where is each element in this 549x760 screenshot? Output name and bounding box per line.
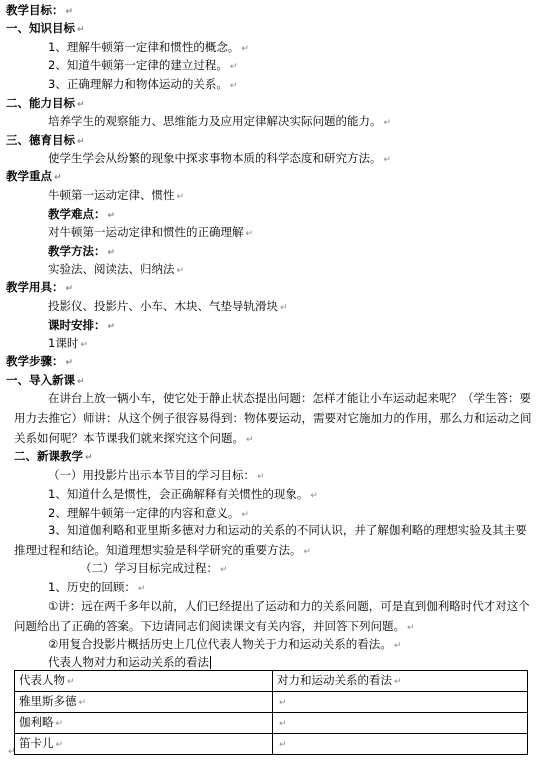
table-header-cell: 对力和运动关系的看法 ↵ [273,671,528,692]
table-caption: 代表人物对力和运动关系的看法 [48,655,209,669]
heading-new-lesson: 二、新课教学 ↵ [14,449,93,463]
objective-3: 3、知道伽利略和亚里斯多德对力和运动的关系的不同认识，并了解伽利略的理想实验及其主要推理过程和结论。知道理想实验是科学研究的重要方法。 ↵ [14,523,527,557]
history-review-heading: 1、历史的回顾： ↵ [48,580,146,594]
heading-teaching-steps: 教学步骤： ↵ [6,354,74,368]
heading-key-points: 教学重点 ↵ [6,169,62,183]
table-cell: 伽利略 ↵ [15,713,273,734]
table-row [15,713,528,734]
heading-ability-goals: 二、能力目标 ↵ [6,96,85,110]
heading-moral-goals: 三、德育目标 ↵ [6,133,85,147]
introduction-paragraph: 在讲台上放一辆小车，使它处于静止状态提出问题：怎样才能让小车运动起来呢？（学生答：要用力去推它）师讲：从这个例子很容易得到：物体要运动，需要对它施加力的作用，那么力和运动之间关系如何呢？本节课我们就来探究这个问题。 ↵ [14,391,532,445]
heading-schedule: 课时安排： ↵ [48,318,116,332]
heading-introduction: 一、导入新课 ↵ [6,373,85,387]
heading-knowledge-goals: 一、知识目标 ↵ [6,21,85,35]
knowledge-goal-1: 1、理解牛顿第一定律和惯性的概念。 ↵ [48,40,249,54]
subheading-process: （二）学习目标完成过程： ↵ [80,561,228,575]
heading-teaching-aids: 教学用具： ↵ [6,280,74,294]
table-cell: ↵ [273,713,528,734]
table-row [15,692,528,713]
heading-difficulties: 教学难点： ↵ [48,207,116,221]
methods-text: 实验法、阅读法、归纳法 ↵ [48,262,185,276]
schedule-text: 1课时 ↵ [48,336,88,350]
objective-1: 1、知道什么是惯性，会正确解释有关惯性的现象。 ↵ [48,487,318,501]
heading-methods: 教学方法： ↵ [48,244,116,258]
table-row [15,734,528,755]
overlay-summary-text: ②用复合投影片概括历史上几位代表人物关于力和运动关系的看法。 ↵ [48,637,402,651]
views-table [14,670,528,755]
key-points-text: 牛顿第一运动定律、惯性 ↵ [48,188,185,202]
teaching-aids-text: 投影仪、投影片、小车、木块、气垫导轨滑块 ↵ [48,299,288,313]
table-cell: ↵ [273,692,528,713]
trailing-paragraph-mark: ↵ [8,747,16,757]
table-cell: ↵ [273,734,528,755]
ability-goal-text: 培养学生的观察能力、思维能力及应用定律解决实际问题的能力。 ↵ [48,114,392,128]
table-cell: 笛卡儿 ↵ [15,734,273,755]
text-cursor [210,656,211,669]
objective-2: 2、理解牛顿第一定律的内容和意义。 ↵ [48,506,249,520]
knowledge-goal-3: 3、正确理解力和物体运动的关系。 ↵ [48,77,238,91]
difficulties-text: 对牛顿第一运动定律和惯性的正确理解 ↵ [48,225,254,239]
table-cell: 雅里斯多德 ↵ [15,692,273,713]
history-paragraph: ①讲：远在两千多年以前，人们已经提出了运动和力的关系问题，可是直到伽利略时代才对这个问题给出了正确的答案。下边请同志们阅读课文有关内容，并回答下列问题。 ↵ [14,599,530,633]
table-header-cell: 代表人物 ↵ [15,671,273,692]
table-header-row [15,671,528,692]
knowledge-goal-2: 2、知道牛顿第一定律的建立过程。 ↵ [48,58,238,72]
heading-teaching-goals: 教学目标： ↵ [6,3,74,17]
moral-goal-text: 使学生学会从纷繁的现象中探求事物本质的科学态度和研究方法。 ↵ [48,151,392,165]
subheading-objectives: （一）用投影片出示本节目的学习目标： ↵ [48,468,265,482]
